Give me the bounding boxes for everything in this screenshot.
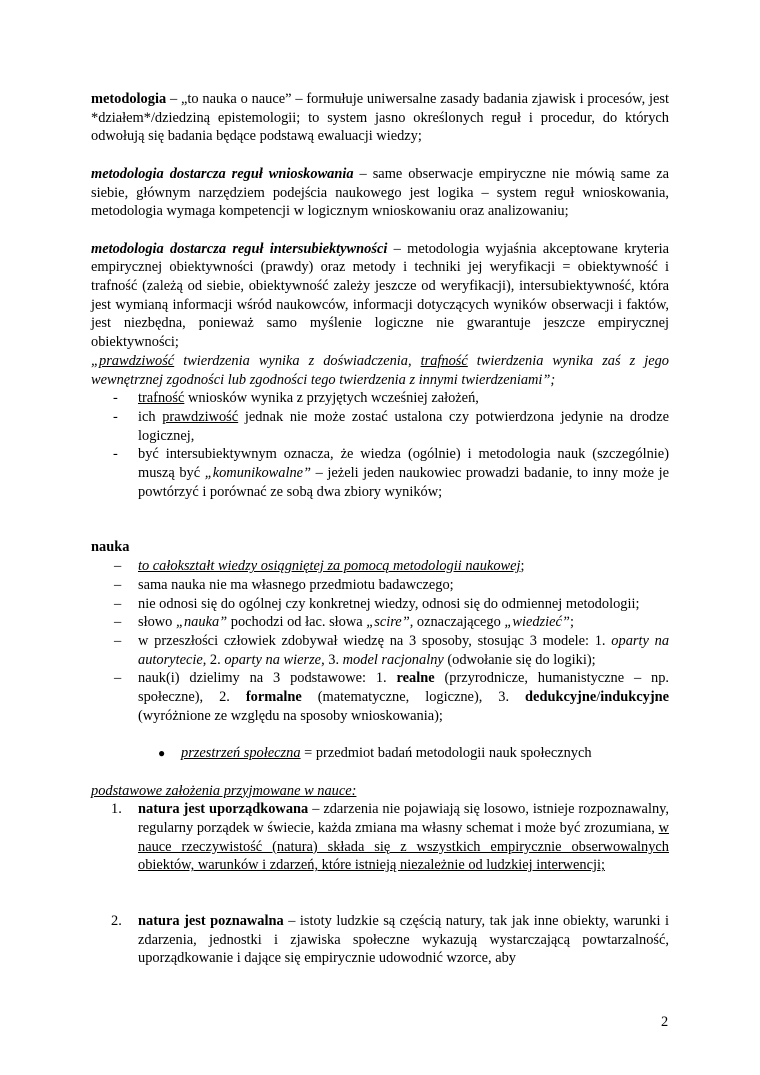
- paragraph-text: – same obserwacje empiryczne nie mówią same za siebie, głównym narzędziem podejścia naukowego jest logika – system reguł wnioskowania, metodologia wymaga kompetencji w logicznym wnioskowaniu oraz analizowaniu;: [91, 165, 669, 220]
- paragraph-metodologia: [91, 90, 669, 146]
- list-item: – nauk(i) dzielimy na 3 podstawowe: 1. realne (przyrodnicze, humanistyczne – np. społeczne), 2. formalne (matematyczne, logiczne), 3. dedukcyjne/indukcyjne (wyróżnione ze względu na sposoby wnioskowania);: [114, 670, 669, 724]
- document-page: [91, 90, 669, 968]
- list-item: – słowo „nauka” pochodzi od łac. słowa „scire”, oznaczającego „wiedzieć”;: [114, 614, 574, 631]
- hyphen-list: [91, 389, 669, 501]
- bullet-icon: ●: [158, 746, 166, 761]
- list-item: – to całokształt wiedzy osiągniętej za pomocą metodologii naukowej;: [114, 558, 525, 575]
- term-prawdziwosc: prawdziwość: [99, 352, 175, 369]
- paragraph-text: – „to nauka o nauce” – formułuje uniwersalne zasady badania zjawisk i procesów, jest *działem*/dziedziną epistemologii; to system jasno określonych reguł i procedur, do których odwołują się badania będące podstawą ewaluacji wiedzy;: [91, 91, 669, 145]
- section-heading-nauka: nauka: [91, 539, 130, 556]
- term-metodologia: metodologia: [91, 91, 167, 107]
- list-item: 1. natura jest uporządkowana – zdarzenia nie pojawiają się losowo, istnieje rozpoznawalny, regularny porządek w świecie, każda zmiana ma własny schemat i może być zrozumiana, w nauce rzeczywistość (natura) składa się z wszystkich empirycznie obserwowalnych obiektów, warunków i zdarzeń, które istnieją niezależnie od ludzkiej interwencji;: [111, 801, 670, 874]
- list-item: - ich prawdziwość jednak nie może zostać ustalona czy potwierdzona jedynie na drodze logicznej,: [113, 408, 669, 444]
- term-trafnosc: trafność: [420, 352, 468, 369]
- term-intersubiektywnosc: metodologia dostarcza reguł intersubiektywności: [91, 240, 388, 257]
- section-heading-zalozenia: podstawowe założenia przyjmowane w nauce:: [91, 782, 357, 799]
- list-item: ● przestrzeń społeczna = przedmiot badań metodologii nauk społecznych: [158, 745, 592, 762]
- list-item: 2. natura jest poznawalna – istoty ludzkie są częścią natury, tak jak inne obiekty, warunki i zdarzenia, jednostki i zjawiska społeczne wykazują wystarczającą powtarzalność, uporządkowanie i dające się empirycznie udowodnić wzorce, aby: [111, 913, 669, 967]
- bullet-list: [91, 744, 669, 763]
- numbered-list: [91, 800, 669, 875]
- quote-definition: „prawdziwość twierdzenia wynika z doświadczenia, trafność twierdzenia wynika zaś z jego wewnętrznej zgodności lub zgodności tego twierdzenia z innymi twierdzeniami”;: [91, 352, 669, 388]
- list-item: – sama nauka nie ma własnego przedmiotu badawczego;: [114, 576, 454, 593]
- paragraph-wnioskowanie: [91, 165, 669, 221]
- list-item: - być intersubiektywnym oznacza, że wiedza (ogólnie) i metodologia nauk (szczególnie) muszą być „komunikowalne” – jeżeli jeden naukowiec prowadzi badanie, to inny może je powtórzyć i porównać ze sobą dwa zbiory wyników;: [113, 446, 669, 500]
- list-item: - trafność wniosków wynika z przyjętych wcześniej założeń,: [113, 390, 479, 407]
- numbered-list: [91, 912, 669, 968]
- term-wnioskowanie: metodologia dostarcza reguł wnioskowania: [91, 165, 354, 182]
- paragraph-intersubiektywnosc: [91, 240, 669, 352]
- page-number: 2: [661, 1014, 669, 1030]
- list-item: – w przeszłości człowiek zdobywał wiedzę na 3 sposoby, stosując 3 modele: 1. oparty na autorytecie, 2. oparty na wierze, 3. model racjonalny (odwołanie się do logiki);: [114, 632, 670, 668]
- paragraph-text: – metodologia wyjaśnia akceptowane kryteria empirycznej obiektywności (prawdy) oraz metody i techniki jej weryfikacji = obiektywność i trafność (zależą od siebie, obiektywność zależy jeszcze od weryfikacji), intersubiektywność, która jest wymianą informacji wśród naukowców, informacji dotyczących wyników obserwacji i faktów, jest niezbędna, ponieważ samo myślenie logiczne nie gwarantuje jeszcze empirycznej obiektywności;: [91, 240, 669, 351]
- nauka-list: [91, 557, 669, 725]
- list-item: – nie odnosi się do ogólnej czy konkretnej wiedzy, odnosi się do odmiennej metodologii;: [114, 595, 640, 612]
